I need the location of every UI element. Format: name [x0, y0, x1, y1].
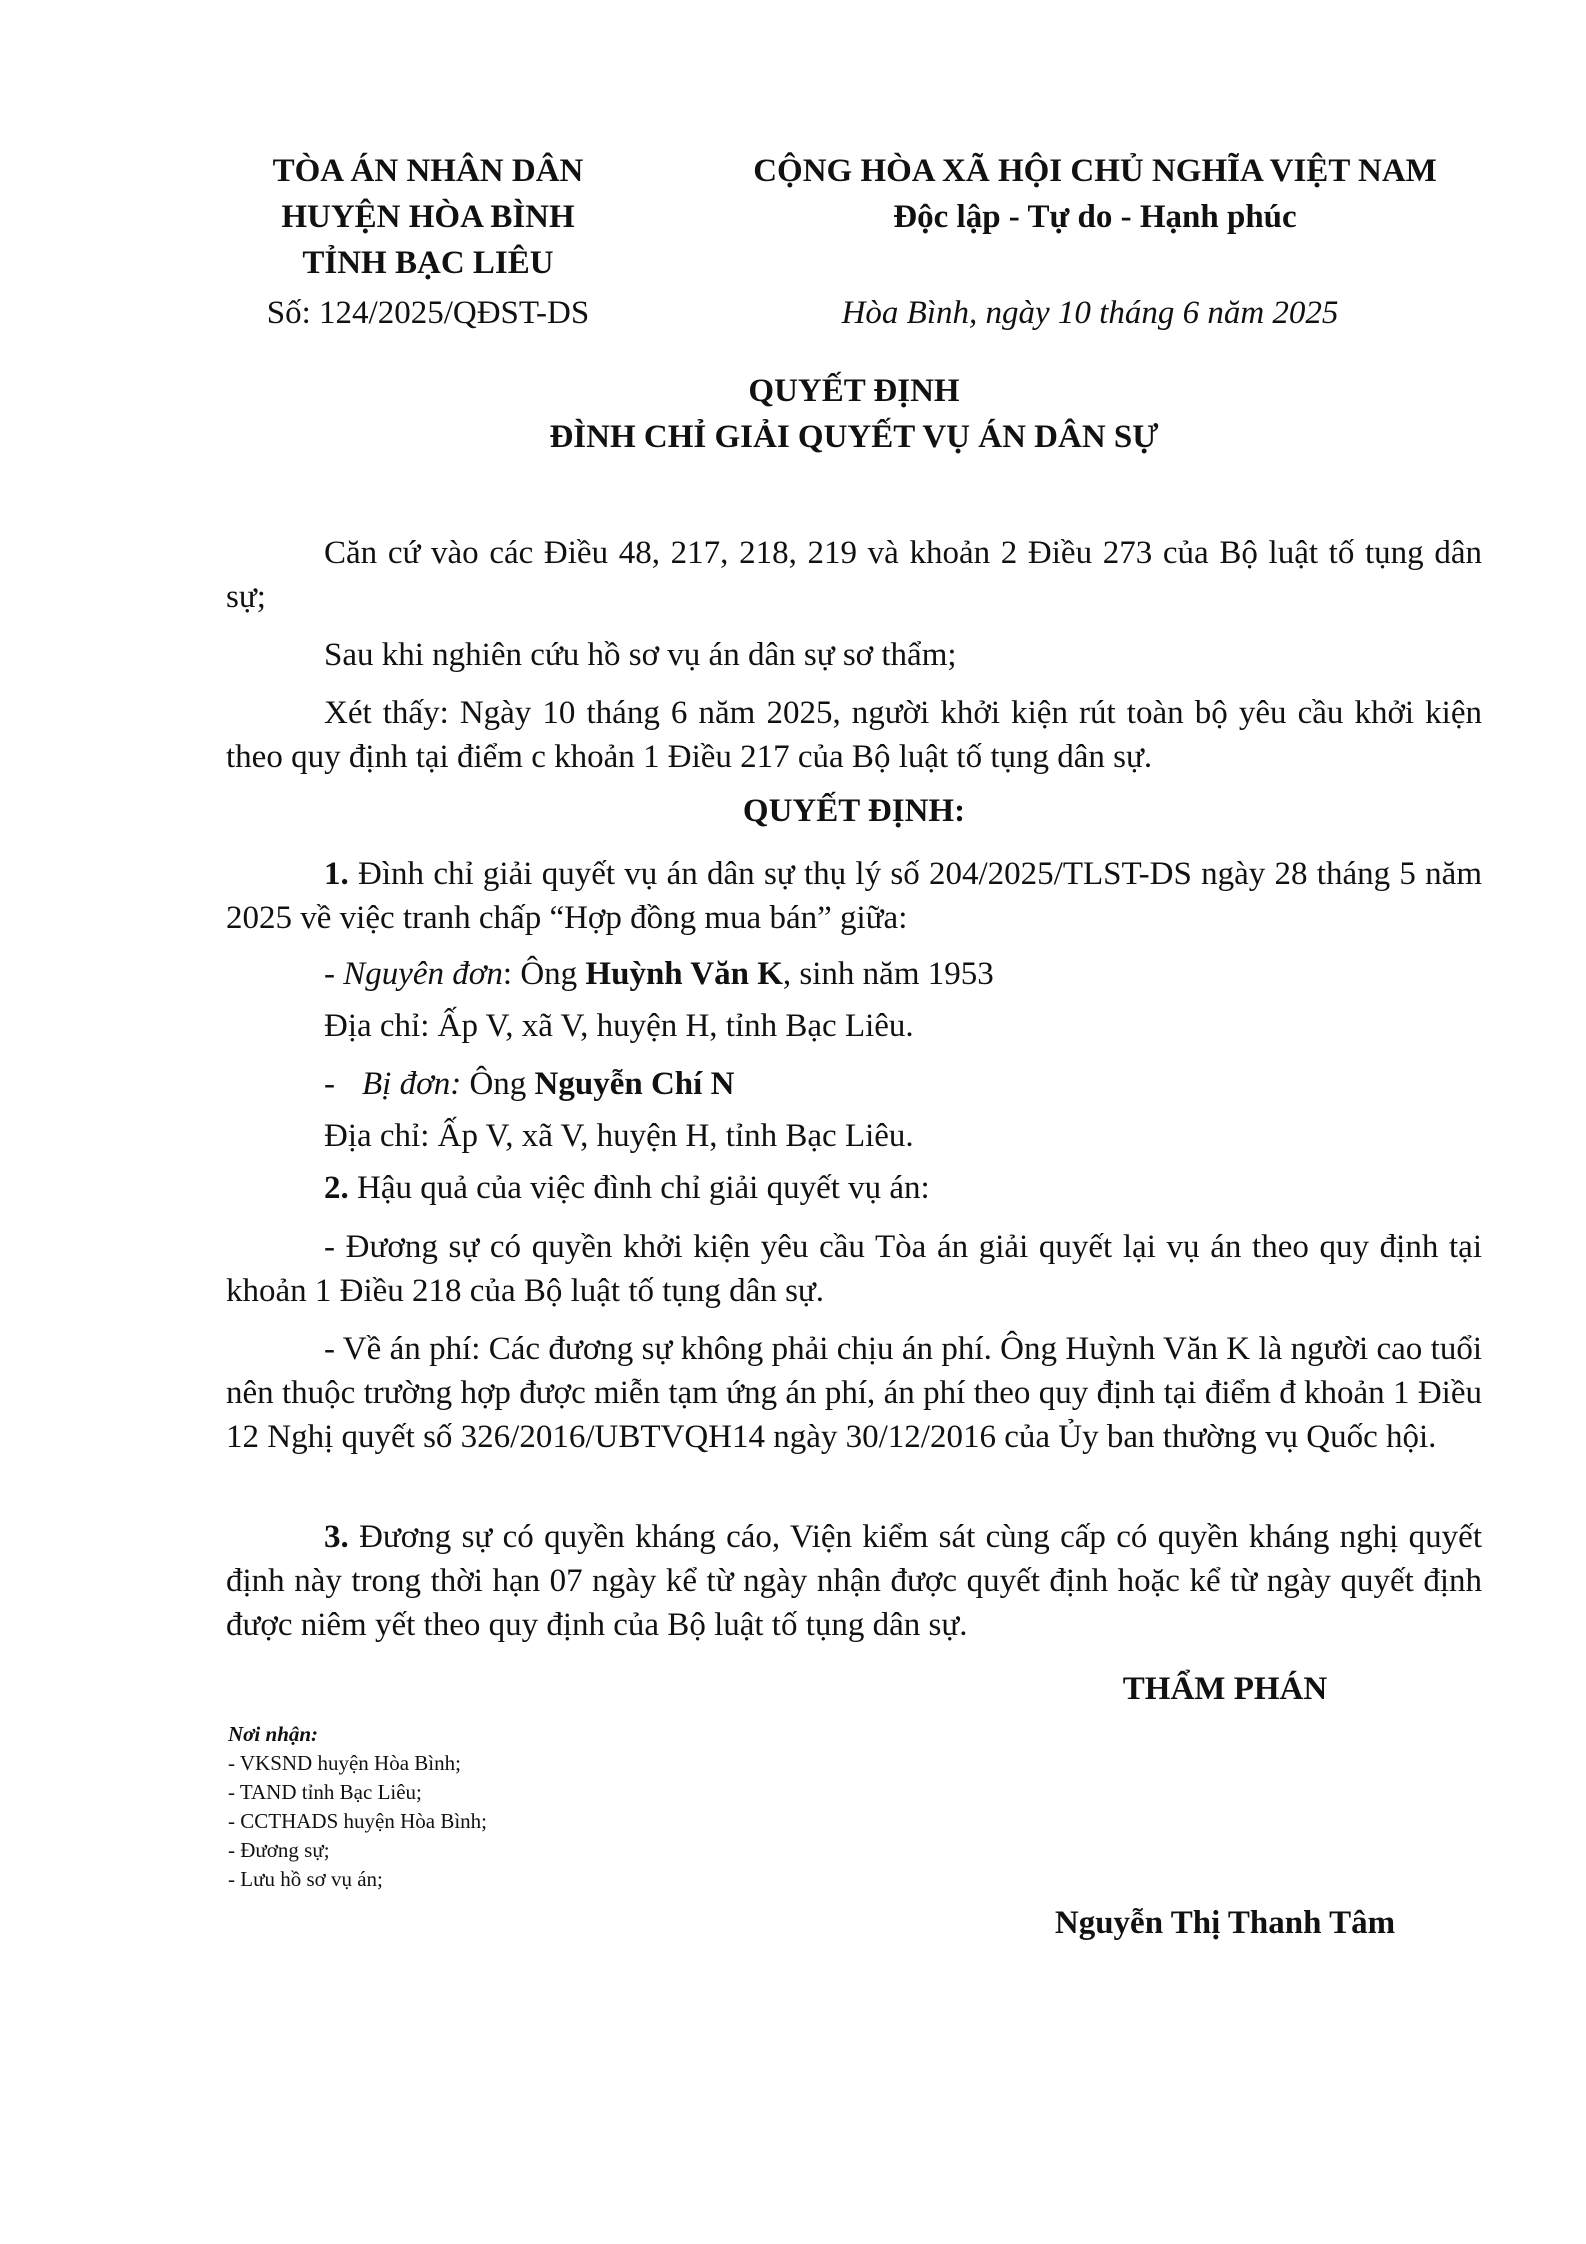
- recipient-item: - TAND tỉnh Bạc Liêu;: [228, 1780, 422, 1804]
- signer-name: Nguyễn Thị Thanh Tâm: [1054, 1905, 1396, 1941]
- plaintiff-prefix: : Ông: [502, 956, 586, 992]
- defendant-name: Nguyễn Chí N: [534, 1066, 735, 1102]
- title-line-2: ĐÌNH CHỈ GIẢI QUYẾT VỤ ÁN DÂN SỰ: [549, 419, 1159, 455]
- plaintiff-dash: -: [324, 956, 344, 992]
- recipient-item: - Đương sự;: [228, 1838, 330, 1862]
- court-line-1: TÒA ÁN NHÂN DÂN: [272, 153, 584, 189]
- document-number: Số: 124/2025/QĐST-DS: [266, 295, 590, 331]
- plaintiff-line: [324, 952, 994, 996]
- item-text: Hậu quả của việc đình chỉ giải quyết vụ án:: [348, 1170, 930, 1206]
- defendant-line: [324, 1062, 734, 1106]
- preamble-legal-basis: Căn cứ vào các Điều 48, 217, 218, 219 và khoản 2 Điều 273 của Bộ luật tố tụng dân sự;: [226, 535, 1482, 615]
- place-date: Hòa Bình, ngày 10 tháng 6 năm 2025: [841, 295, 1339, 331]
- item-number: 1.: [324, 856, 349, 892]
- signer-title: THẨM PHÁN: [1122, 1671, 1328, 1707]
- preamble-finding: Xét thấy: Ngày 10 tháng 6 năm 2025, người khởi kiện rút toàn bộ yêu cầu khởi kiện theo quy định tại điểm c khoản 1 Điều 217 của Bộ luật tố tụng dân sự.: [226, 695, 1482, 775]
- item-2-consequence-refile: - Đương sự có quyền khởi kiện yêu cầu Tòa án giải quyết lại vụ án theo quy định tại khoản 1 Điều 218 của Bộ luật tố tụng dân sự.: [226, 1229, 1482, 1309]
- plaintiff-label: Nguyên đơn: [343, 956, 503, 992]
- plaintiff-address: Địa chỉ: Ấp V, xã V, huyện H, tỉnh Bạc Liêu.: [324, 1008, 914, 1044]
- item-text: Đình chỉ giải quyết vụ án dân sự thụ lý số 204/2025/TLST-DS ngày 28 tháng 5 năm 2025 về việc tranh chấp “Hợp đồng mua bán” giữa:: [226, 856, 1482, 936]
- plaintiff-suffix: , sinh năm 1953: [782, 956, 994, 992]
- decision-item-3: [226, 1515, 1482, 1647]
- national-motto: Độc lập - Tự do - Hạnh phúc: [893, 199, 1297, 235]
- defendant-dash: -: [324, 1066, 335, 1102]
- item-number: 2.: [324, 1170, 349, 1206]
- court-name-block: [228, 148, 628, 286]
- document-title: [226, 368, 1482, 460]
- recipient-item: - Lưu hồ sơ vụ án;: [228, 1867, 383, 1891]
- recipient-item: - VKSND huyện Hòa Bình;: [228, 1751, 461, 1775]
- item-text: Đương sự có quyền kháng cáo, Viện kiểm sát cùng cấp có quyền kháng nghị quyết định này trong thời hạn 07 ngày kể từ ngày nhận được quyết định hoặc kể từ ngày quyết định được niêm yết theo quy định của Bộ luật tố tụng dân sự.: [226, 1519, 1482, 1643]
- court-line-2: HUYỆN HÒA BÌNH: [281, 199, 575, 235]
- national-header: [690, 148, 1500, 240]
- title-line-1: QUYẾT ĐỊNH: [748, 373, 960, 409]
- preamble-review: Sau khi nghiên cứu hồ sơ vụ án dân sự sơ thẩm;: [324, 637, 957, 673]
- decision-heading: QUYẾT ĐỊNH:: [742, 793, 966, 829]
- decision-item-2: [324, 1166, 930, 1210]
- decision-item-1: [226, 852, 1482, 940]
- court-line-3: TỈNH BẠC LIÊU: [302, 245, 554, 281]
- item-2-court-fees: - Về án phí: Các đương sự không phải chịu án phí. Ông Huỳnh Văn K là người cao tuổi nên thuộc trường hợp được miễn tạm ứng án phí, án phí theo quy định tại điểm đ khoản 1 Điều 12 Nghị quyết số 326/2016/UBTVQH14 ngày 30/12/2016 của Ủy ban thường vụ Quốc hội.: [226, 1331, 1482, 1455]
- recipients-block: [228, 1720, 748, 1894]
- plaintiff-name: Huỳnh Văn K: [585, 956, 783, 992]
- item-number: 3.: [324, 1519, 349, 1555]
- defendant-prefix: Ông: [461, 1066, 535, 1102]
- nation-name: CỘNG HÒA XÃ HỘI CHỦ NGHĨA VIỆT NAM: [753, 153, 1437, 189]
- recipient-item: - CCTHADS huyện Hòa Bình;: [228, 1809, 487, 1833]
- defendant-label: Bị đơn:: [362, 1066, 462, 1102]
- defendant-address: Địa chỉ: Ấp V, xã V, huyện H, tỉnh Bạc Liêu.: [324, 1118, 914, 1154]
- recipients-label: Nơi nhận:: [228, 1722, 319, 1746]
